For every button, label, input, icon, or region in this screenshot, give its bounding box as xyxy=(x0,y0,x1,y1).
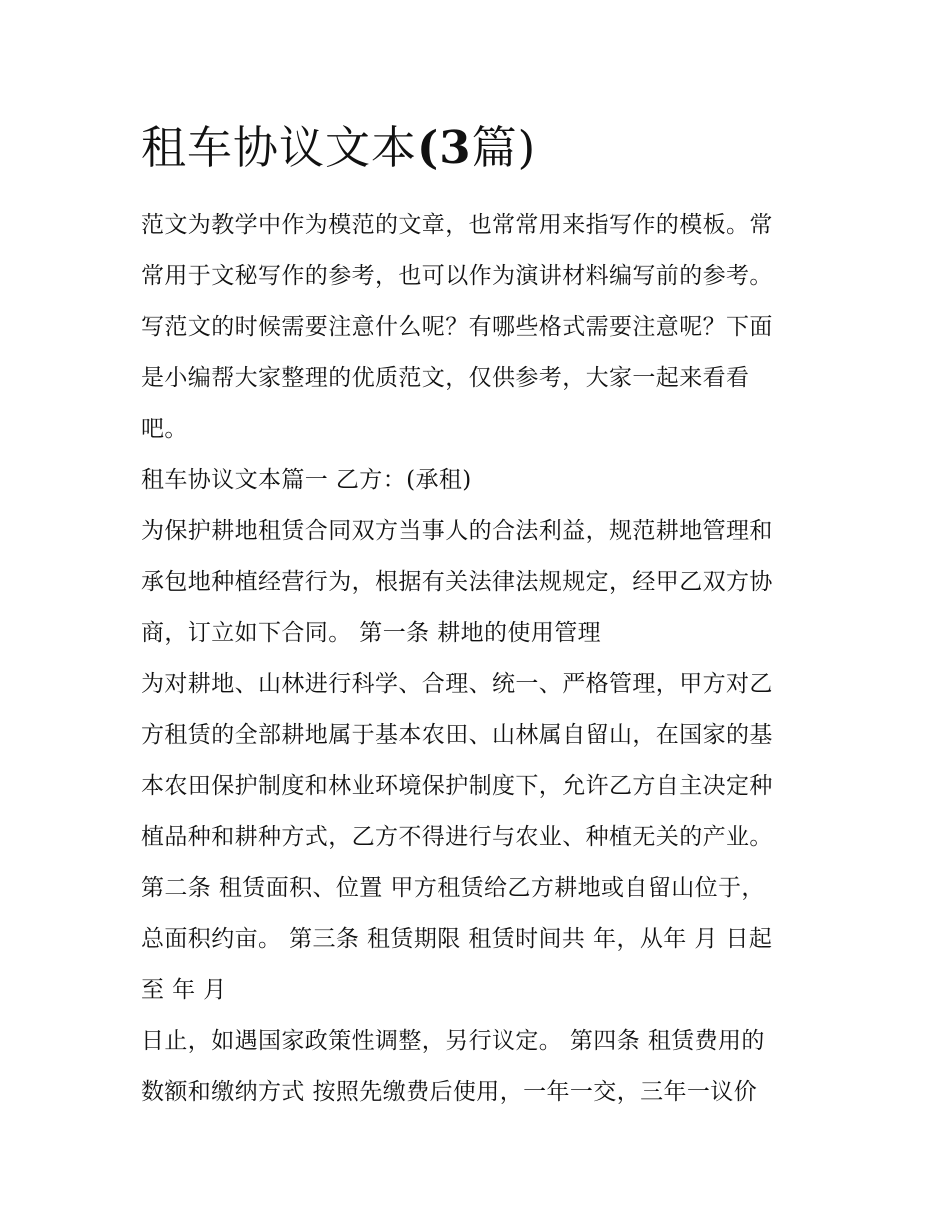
text-line: 日止，如遇国家政策性调整，另行议定。 第四条 租赁费用的 xyxy=(141,1028,765,1054)
title-suffix: 篇) xyxy=(471,121,537,174)
text-line: 数额和缴纳方式 按照先缴费后使用，一年一交，三年一议价 xyxy=(141,1079,758,1105)
text-line: 吧。 xyxy=(141,416,188,442)
text-line: 至 年 月 xyxy=(141,977,227,1003)
text-line: 常用于文秘写作的参考，也可以作为演讲材料编写前的参考。 xyxy=(141,263,773,289)
text-line: 第二条 租赁面积、位置 甲方租赁给乙方耕地或自留山位于， xyxy=(141,875,765,901)
text-line: 为对耕地、山林进行科学、合理、统一、严格管理，甲方对乙 xyxy=(141,671,773,697)
text-line: 为保护耕地租赁合同双方当事人的合法利益，规范耕地管理和 xyxy=(141,518,773,544)
text-line: 承包地种植经营行为，根据有关法律法规规定，经甲乙双方协 xyxy=(141,569,773,595)
section-heading: 租车协议文本篇一 乙方：(承租) xyxy=(141,467,472,493)
document-body xyxy=(141,200,821,1118)
text-line: 方租赁的全部耕地属于基本农田、山林属自留山，在国家的基 xyxy=(141,722,773,748)
text-line: 范文为教学中作为模范的文章，也常常用来指写作的模板。常 xyxy=(141,212,773,238)
text-line: 写范文的时候需要注意什么呢？有哪些格式需要注意呢？下面 xyxy=(141,314,773,340)
title-prefix: 租车协议文本 xyxy=(141,121,418,174)
title-number: (3 xyxy=(417,121,472,174)
text-line: 植品种和耕种方式，乙方不得进行与农业、种植无关的产业。 xyxy=(141,824,773,850)
document-title xyxy=(141,118,536,178)
text-line: 是小编帮大家整理的优质范文，仅供参考，大家一起来看看 xyxy=(141,365,750,391)
text-line: 商，订立如下合同。 第一条 耕地的使用管理 xyxy=(141,620,602,646)
text-line: 本农田保护制度和林业环境保护制度下，允许乙方自主决定种 xyxy=(141,773,773,799)
text-line: 总面积约亩。 第三条 租赁期限 租赁时间共 年，从年 月 日起 xyxy=(141,926,773,952)
